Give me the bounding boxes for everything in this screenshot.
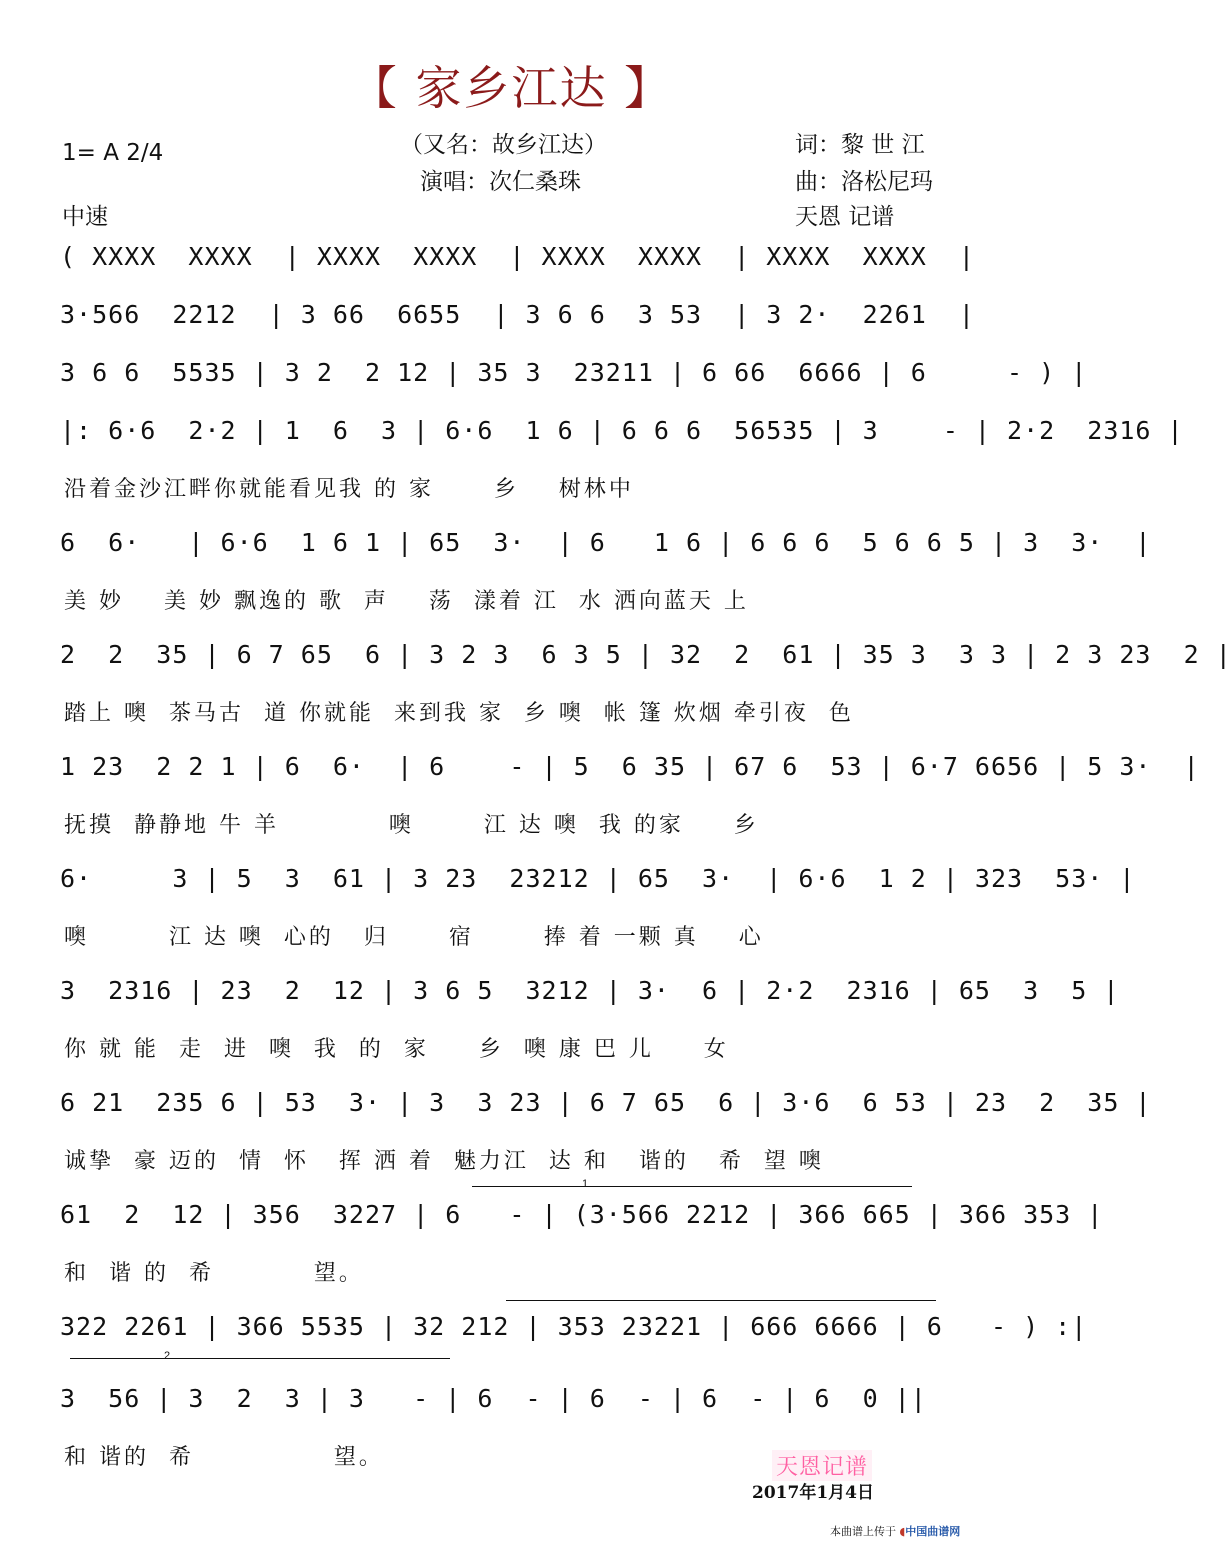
alternate-name: （又名：故乡江达）: [400, 132, 607, 158]
volta-bracket-1-continued: [506, 1300, 936, 1301]
volta-bracket-1: [472, 1186, 912, 1187]
transcription-date: 2017年1月4日: [752, 1483, 874, 1503]
score-body: [60, 232, 1232, 1486]
song-title: 【 家乡江达 】: [350, 61, 673, 115]
notation-line: 6 21 235 6 | 53 3· | 3 3 23 | 6 7 65 6 | 3·6 6 53 | 23 2 35 |: [60, 1088, 1152, 1117]
volta-number-1: 1: [582, 1178, 590, 1190]
transcriber: 天恩 记谱: [795, 204, 895, 230]
notation-line: ( XXXX XXXX | XXXX XXXX | XXXX XXXX | XXXX XXXX |: [60, 242, 975, 271]
notation-line: 61 2 12 | 356 3227 | 6 - | (3·566 2212 | 366 665 | 366 353 |: [60, 1200, 1104, 1229]
notation-line: 3 6 6 5535 | 3 2 2 12 | 35 3 23211 | 6 66 6666 | 6 - ) |: [60, 358, 1088, 387]
notation-line: 3 2316 | 23 2 12 | 3 6 5 3212 | 3· 6 | 2·2 2316 | 65 3 5 |: [60, 976, 1120, 1005]
score-row: [60, 742, 1200, 854]
tempo-marking: 中速: [62, 204, 108, 230]
lyric-line: 噢 江 达 噢 心的 归 宿 捧 着 一颗 真 心: [64, 925, 764, 950]
transcriber-stamp: 天恩记谱: [772, 1450, 872, 1481]
notation-line: 3·566 2212 | 3 66 6655 | 3 6 6 3 53 | 3 2· 2261 |: [60, 300, 975, 329]
site-logo-icon: ◖: [899, 1525, 906, 1538]
score-row: [60, 406, 1184, 518]
score-row: [60, 854, 1136, 966]
notation-line: 3 56 | 3 2 3 | 3 - | 6 - | 6 - | 6 - | 6 0 ||: [60, 1384, 927, 1413]
notation-line: 322 2261 | 366 5535 | 32 212 | 353 23221 | 666 6666 | 6 - ) :|: [60, 1312, 1088, 1341]
key-signature: 1= A 2/4: [62, 140, 164, 166]
notation-line: |: 6·6 2·2 | 1 6 3 | 6·6 1 6 | 6 6 6 56535 | 3 - | 2·2 2316 |: [60, 416, 1184, 445]
notation-line: 6 6· | 6·6 1 6 1 | 65 3· | 6 1 6 | 6 6 6 5 6 6 5 | 3 3· |: [60, 528, 1152, 557]
site-name[interactable]: 中国曲谱网: [905, 1525, 961, 1538]
lyricist: 词：黎 世 江: [795, 132, 925, 158]
lyric-line: 你 就 能 走 进 噢 我 的 家 乡 噢 康 巴 儿 女: [64, 1037, 729, 1062]
score-row: [60, 1078, 1152, 1190]
composer: 曲：洛松尼玛: [795, 169, 933, 195]
score-row: [60, 630, 1232, 742]
footer-credit: [830, 1523, 960, 1539]
score-row: [60, 1302, 1088, 1374]
score-row: [60, 232, 975, 290]
singer: 演唱：次仁桑珠: [420, 169, 581, 195]
notation-line: 1 23 2 2 1 | 6 6· | 6 - | 5 6 35 | 67 6 53 | 6·7 6656 | 5 3· |: [60, 752, 1200, 781]
score-row: [60, 290, 975, 348]
lyric-line: 沿着金沙江畔你就能看见我 的 家 乡 树林中: [64, 477, 634, 502]
notation-line: 6· 3 | 5 3 61 | 3 23 23212 | 65 3· | 6·6 1 2 | 323 53· |: [60, 864, 1136, 893]
score-row: [60, 1178, 1104, 1302]
volta-bracket-2: [70, 1358, 450, 1359]
notation-line: 2 2 35 | 6 7 65 6 | 3 2 3 6 3 5 | 32 2 61 | 35 3 3 3 | 2 3 23 2 |: [60, 640, 1232, 669]
score-row: [60, 518, 1152, 630]
score-row: [60, 348, 1088, 406]
lyric-line: 踏上 噢 茶马古 道 你就能 来到我 家 乡 噢 帐 篷 炊烟 牵引夜 色: [64, 701, 854, 726]
lyric-line: 和 谐的 希 望。: [64, 1445, 384, 1470]
lyric-line: 美 妙 美 妙 飘逸的 歌 声 荡 漾着 江 水 洒向蓝天 上: [64, 589, 749, 614]
volta-number-2: 2: [164, 1350, 172, 1362]
score-row: [60, 966, 1120, 1078]
lyric-line: 和 谐 的 希 望。: [64, 1261, 364, 1286]
lyric-line: 抚摸 静静地 牛 羊 噢 江 达 噢 我 的家 乡: [64, 813, 759, 838]
lyric-line: 诚挚 豪 迈的 情 怀 挥 洒 着 魅力江 达 和 谐的 希 望 噢: [64, 1149, 824, 1174]
footer-text: 本曲谱上传于: [830, 1525, 896, 1538]
